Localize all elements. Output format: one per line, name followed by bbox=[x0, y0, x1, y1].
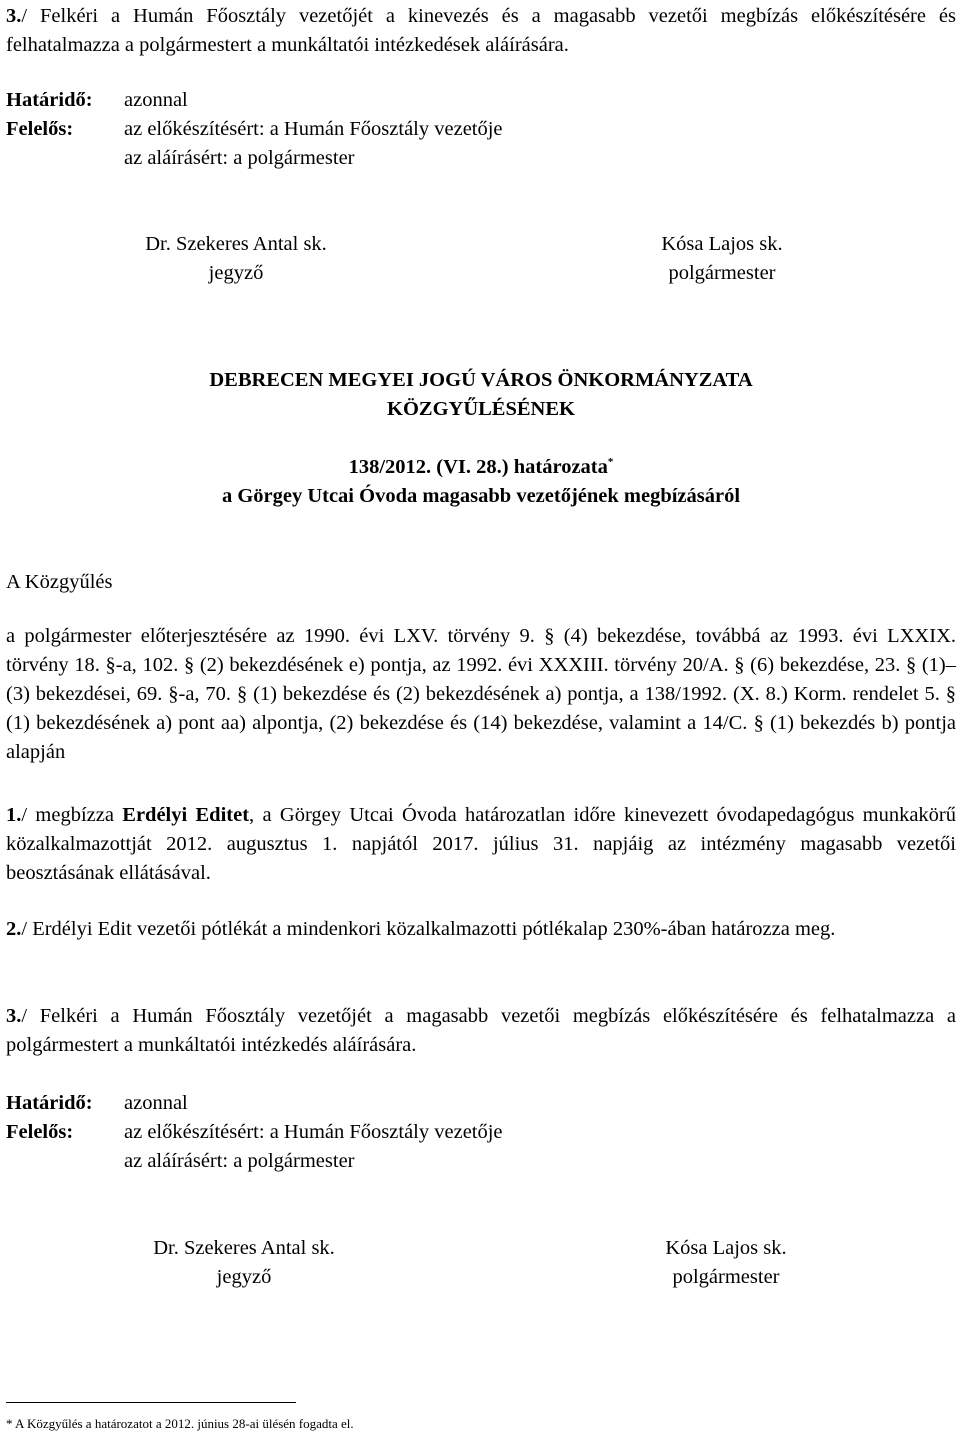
prev-deadline-row bbox=[6, 86, 956, 173]
footnote-marker: * bbox=[607, 456, 614, 469]
footnote: * A Közgyűlés a határozatot a 2012. június 28-ai ülésén fogadta el. bbox=[6, 1416, 354, 1431]
point-3: 3./ Felkéri a Humán Főosztály vezetőjét a magasabb vezetői megbízás előkészítésére és felhatalmazza a polgármestert a munkáltatói intézkedés aláírására. bbox=[6, 1005, 956, 1056]
signature-left: Dr. Szekeres Antal sk. jegyző bbox=[153, 1237, 335, 1288]
resolution-header bbox=[6, 366, 956, 424]
header-line-1: DEBRECEN MEGYEI JOGÚ VÁROS ÖNKORMÁNYZATA bbox=[209, 369, 753, 391]
responsible-1: az előkészítésért: a Humán Főosztály vezetője bbox=[124, 118, 503, 140]
resolution-title bbox=[6, 453, 956, 511]
prev-signature-left: Dr. Szekeres Antal sk. jegyző bbox=[145, 233, 327, 284]
responsible-2b: az aláírásért: a polgármester bbox=[124, 1150, 355, 1172]
assembly-label: A Közgyűlés bbox=[6, 571, 113, 593]
deadline-value: azonnal bbox=[124, 89, 188, 111]
deadline-label-2: Határidő: bbox=[6, 1092, 93, 1114]
signature-right: Kósa Lajos sk. polgármester bbox=[665, 1237, 787, 1288]
deadline-block bbox=[6, 1089, 956, 1176]
preamble: a polgármester előterjesztésére az 1990. évi LXV. törvény 9. § (4) bekezdése, továbbá az 1993. évi LXXIX. törvény 18. §-a, 102. § (2) bekezdésének e) pontja, az 1992. évi XXXIII. törvény 20/A. § (6) bekezdése, 23. § (1)–(3) bekezdései, 69. §-a, 70. § (1) bekezdése és (2) bekezdésének a) pontja, a 138/1992. (X. 8.) Korm. rendelet 5. § (1) bekezdésének a) pont aa) alpontja, (2) bekezdése és (14) bekezdése, valamint a 14/C. § (1) bekezdés b) pontja alapján bbox=[6, 625, 956, 763]
resolution-number: 138/2012. (VI. 28.) határozata* bbox=[348, 456, 614, 478]
responsible-2: az aláírásért: a polgármester bbox=[124, 147, 355, 169]
deadline-value-2: azonnal bbox=[124, 1092, 188, 1114]
responsible-1b: az előkészítésért: a Humán Főosztály vezetője bbox=[124, 1121, 503, 1143]
point-1: 1./ megbízza Erdélyi Editet, a Görgey Utcai Óvoda határozatlan időre kinevezett óvodapedagógus munkakörű közalkalmazottját 2012. augusztus 1. napjától 2017. július 31. napjáig az intézmény magasabb vezetői beosztásának ellátásával. bbox=[6, 804, 956, 884]
point-2: 2./ Erdélyi Edit vezetői pótlékát a mindenkori közalkalmazotti pótlékalap 230%-ában határozza meg. bbox=[6, 918, 836, 940]
responsible-label-2: Felelős: bbox=[6, 1121, 74, 1143]
appointee-name: Erdélyi Editet bbox=[122, 804, 250, 826]
responsible-label: Felelős: bbox=[6, 118, 74, 140]
document-page bbox=[6, 0, 956, 1440]
footnote-separator bbox=[6, 1402, 296, 1403]
header-line-2: KÖZGYŰLÉSÉNEK bbox=[387, 398, 575, 420]
prev-signature-right: Kósa Lajos sk. polgármester bbox=[661, 233, 783, 284]
resolution-subject: a Görgey Utcai Óvoda magasabb vezetőjének megbízásáról bbox=[221, 485, 741, 507]
prev-paragraph-3: 3./ Felkéri a Humán Főosztály vezetőjét a kinevezés és a magasabb vezetői megbízás előkészítésére és felhatalmazza a polgármestert a munkáltatói intézkedések aláírására. bbox=[6, 5, 956, 56]
deadline-label: Határidő: bbox=[6, 89, 93, 111]
